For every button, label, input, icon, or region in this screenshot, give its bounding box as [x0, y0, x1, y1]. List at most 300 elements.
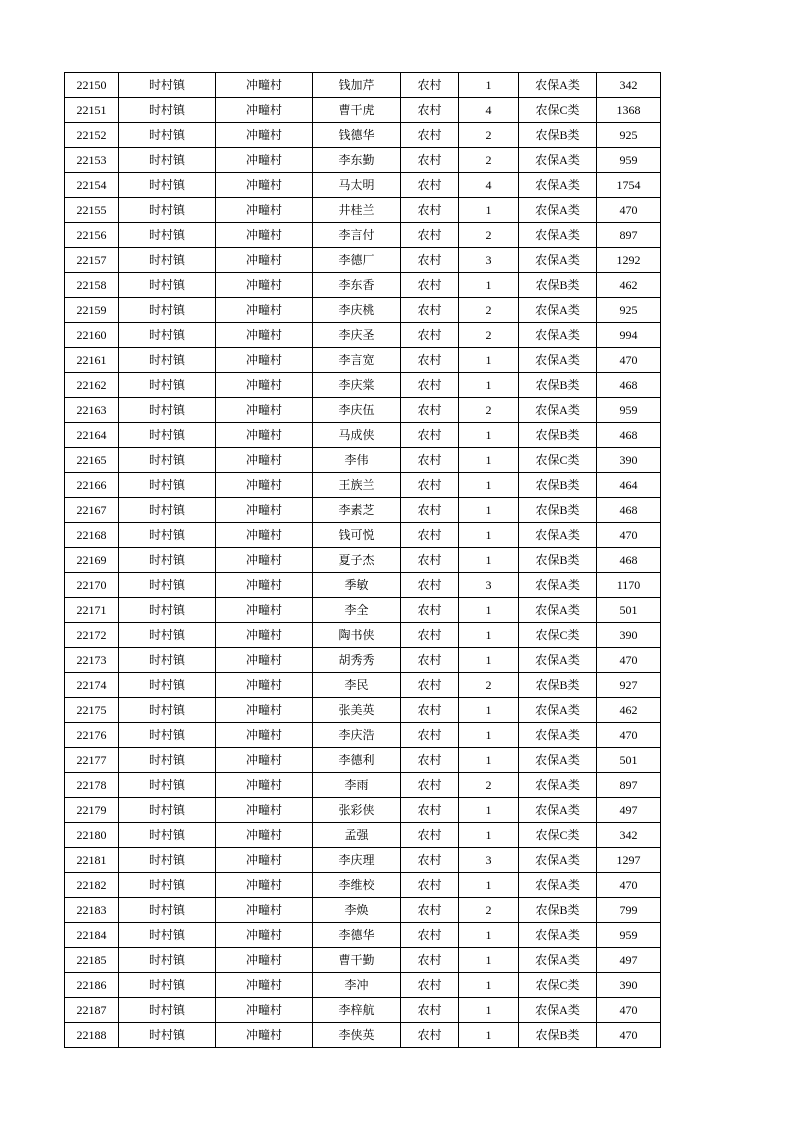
- cell-village: 冲疃村: [216, 948, 313, 973]
- cell-type: 农村: [401, 798, 459, 823]
- cell-amount: 342: [597, 73, 661, 98]
- cell-amount: 470: [597, 723, 661, 748]
- cell-id: 22172: [65, 623, 119, 648]
- cell-town: 时村镇: [119, 848, 216, 873]
- cell-category: 农保A类: [519, 323, 597, 348]
- cell-id: 22159: [65, 298, 119, 323]
- cell-id: 22176: [65, 723, 119, 748]
- table-row: [65, 723, 661, 748]
- table-row: [65, 423, 661, 448]
- cell-count: 2: [459, 673, 519, 698]
- cell-id: 22151: [65, 98, 119, 123]
- cell-id: 22180: [65, 823, 119, 848]
- cell-amount: 390: [597, 973, 661, 998]
- cell-name: 钱德华: [313, 123, 401, 148]
- cell-count: 2: [459, 773, 519, 798]
- cell-town: 时村镇: [119, 823, 216, 848]
- cell-type: 农村: [401, 473, 459, 498]
- cell-amount: 468: [597, 548, 661, 573]
- cell-count: 2: [459, 323, 519, 348]
- cell-id: 22158: [65, 273, 119, 298]
- cell-count: 1: [459, 523, 519, 548]
- cell-count: 1: [459, 598, 519, 623]
- table-row: [65, 998, 661, 1023]
- cell-id: 22153: [65, 148, 119, 173]
- cell-count: 2: [459, 223, 519, 248]
- cell-type: 农村: [401, 923, 459, 948]
- cell-category: 农保A类: [519, 398, 597, 423]
- cell-village: 冲疃村: [216, 248, 313, 273]
- cell-id: 22165: [65, 448, 119, 473]
- cell-category: 农保B类: [519, 898, 597, 923]
- cell-amount: 470: [597, 523, 661, 548]
- cell-town: 时村镇: [119, 523, 216, 548]
- cell-name: 李德厂: [313, 248, 401, 273]
- cell-name: 李维校: [313, 873, 401, 898]
- cell-name: 曹干勤: [313, 948, 401, 973]
- cell-category: 农保A类: [519, 998, 597, 1023]
- cell-type: 农村: [401, 773, 459, 798]
- cell-town: 时村镇: [119, 773, 216, 798]
- cell-amount: 501: [597, 748, 661, 773]
- cell-village: 冲疃村: [216, 448, 313, 473]
- cell-id: 22161: [65, 348, 119, 373]
- cell-id: 22164: [65, 423, 119, 448]
- cell-town: 时村镇: [119, 973, 216, 998]
- cell-name: 李雨: [313, 773, 401, 798]
- table-row: [65, 673, 661, 698]
- cell-category: 农保C类: [519, 973, 597, 998]
- cell-id: 22171: [65, 598, 119, 623]
- cell-category: 农保A类: [519, 198, 597, 223]
- cell-town: 时村镇: [119, 698, 216, 723]
- cell-type: 农村: [401, 673, 459, 698]
- cell-category: 农保A类: [519, 573, 597, 598]
- cell-count: 1: [459, 423, 519, 448]
- cell-category: 农保A类: [519, 648, 597, 673]
- cell-type: 农村: [401, 373, 459, 398]
- cell-name: 钱加芹: [313, 73, 401, 98]
- cell-name: 李庆伍: [313, 398, 401, 423]
- cell-category: 农保A类: [519, 173, 597, 198]
- cell-village: 冲疃村: [216, 323, 313, 348]
- cell-town: 时村镇: [119, 948, 216, 973]
- cell-amount: 468: [597, 373, 661, 398]
- cell-type: 农村: [401, 198, 459, 223]
- cell-town: 时村镇: [119, 473, 216, 498]
- cell-category: 农保A类: [519, 773, 597, 798]
- cell-type: 农村: [401, 73, 459, 98]
- cell-count: 1: [459, 198, 519, 223]
- table-row: [65, 348, 661, 373]
- cell-name: 李焕: [313, 898, 401, 923]
- cell-category: 农保A类: [519, 723, 597, 748]
- cell-id: 22150: [65, 73, 119, 98]
- cell-count: 4: [459, 98, 519, 123]
- cell-village: 冲疃村: [216, 148, 313, 173]
- cell-town: 时村镇: [119, 873, 216, 898]
- cell-category: 农保A类: [519, 148, 597, 173]
- table-body: [65, 73, 661, 1048]
- cell-count: 1: [459, 348, 519, 373]
- cell-type: 农村: [401, 548, 459, 573]
- cell-village: 冲疃村: [216, 773, 313, 798]
- cell-village: 冲疃村: [216, 723, 313, 748]
- cell-amount: 470: [597, 873, 661, 898]
- cell-village: 冲疃村: [216, 673, 313, 698]
- cell-category: 农保A类: [519, 948, 597, 973]
- cell-category: 农保A类: [519, 923, 597, 948]
- cell-town: 时村镇: [119, 673, 216, 698]
- cell-count: 3: [459, 573, 519, 598]
- cell-town: 时村镇: [119, 323, 216, 348]
- cell-type: 农村: [401, 848, 459, 873]
- cell-id: 22157: [65, 248, 119, 273]
- cell-name: 钱可悦: [313, 523, 401, 548]
- cell-category: 农保A类: [519, 598, 597, 623]
- cell-amount: 470: [597, 198, 661, 223]
- cell-type: 农村: [401, 648, 459, 673]
- cell-type: 农村: [401, 248, 459, 273]
- cell-category: 农保A类: [519, 798, 597, 823]
- table-row: [65, 923, 661, 948]
- cell-name: 李庆圣: [313, 323, 401, 348]
- cell-type: 农村: [401, 573, 459, 598]
- table-row: [65, 623, 661, 648]
- cell-count: 1: [459, 498, 519, 523]
- cell-count: 2: [459, 298, 519, 323]
- cell-village: 冲疃村: [216, 523, 313, 548]
- cell-id: 22183: [65, 898, 119, 923]
- cell-town: 时村镇: [119, 723, 216, 748]
- table-row: [65, 973, 661, 998]
- cell-village: 冲疃村: [216, 348, 313, 373]
- cell-type: 农村: [401, 723, 459, 748]
- cell-amount: 462: [597, 698, 661, 723]
- cell-village: 冲疃村: [216, 198, 313, 223]
- cell-count: 1: [459, 748, 519, 773]
- table-row: [65, 898, 661, 923]
- table-row: [65, 298, 661, 323]
- table-row: [65, 373, 661, 398]
- table-row: [65, 823, 661, 848]
- cell-town: 时村镇: [119, 348, 216, 373]
- cell-id: 22162: [65, 373, 119, 398]
- cell-town: 时村镇: [119, 373, 216, 398]
- cell-category: 农保A类: [519, 73, 597, 98]
- cell-id: 22156: [65, 223, 119, 248]
- cell-type: 农村: [401, 1023, 459, 1048]
- cell-amount: 468: [597, 423, 661, 448]
- cell-name: 李德利: [313, 748, 401, 773]
- cell-amount: 897: [597, 223, 661, 248]
- cell-category: 农保B类: [519, 473, 597, 498]
- cell-name: 李德华: [313, 923, 401, 948]
- cell-village: 冲疃村: [216, 548, 313, 573]
- cell-count: 1: [459, 473, 519, 498]
- cell-id: 22184: [65, 923, 119, 948]
- cell-name: 李侠英: [313, 1023, 401, 1048]
- cell-type: 农村: [401, 273, 459, 298]
- cell-name: 李素芝: [313, 498, 401, 523]
- cell-village: 冲疃村: [216, 923, 313, 948]
- cell-category: 农保C类: [519, 98, 597, 123]
- cell-name: 夏子杰: [313, 548, 401, 573]
- cell-type: 农村: [401, 698, 459, 723]
- cell-count: 4: [459, 173, 519, 198]
- cell-amount: 390: [597, 623, 661, 648]
- cell-town: 时村镇: [119, 898, 216, 923]
- cell-name: 李庆桃: [313, 298, 401, 323]
- cell-town: 时村镇: [119, 273, 216, 298]
- cell-name: 孟强: [313, 823, 401, 848]
- cell-village: 冲疃村: [216, 398, 313, 423]
- table-row: [65, 523, 661, 548]
- cell-type: 农村: [401, 323, 459, 348]
- cell-id: 22185: [65, 948, 119, 973]
- cell-village: 冲疃村: [216, 973, 313, 998]
- cell-count: 2: [459, 398, 519, 423]
- cell-town: 时村镇: [119, 798, 216, 823]
- cell-town: 时村镇: [119, 123, 216, 148]
- cell-count: 1: [459, 823, 519, 848]
- cell-name: 李庆浩: [313, 723, 401, 748]
- cell-type: 农村: [401, 898, 459, 923]
- cell-category: 农保A类: [519, 248, 597, 273]
- cell-count: 1: [459, 948, 519, 973]
- cell-name: 李民: [313, 673, 401, 698]
- cell-village: 冲疃村: [216, 998, 313, 1023]
- cell-amount: 470: [597, 998, 661, 1023]
- cell-town: 时村镇: [119, 298, 216, 323]
- cell-amount: 799: [597, 898, 661, 923]
- cell-type: 农村: [401, 623, 459, 648]
- cell-amount: 925: [597, 298, 661, 323]
- cell-count: 1: [459, 723, 519, 748]
- table-row: [65, 598, 661, 623]
- cell-count: 1: [459, 973, 519, 998]
- cell-count: 1: [459, 648, 519, 673]
- cell-category: 农保B类: [519, 373, 597, 398]
- table-row: [65, 573, 661, 598]
- cell-count: 2: [459, 123, 519, 148]
- cell-count: 1: [459, 548, 519, 573]
- cell-village: 冲疃村: [216, 898, 313, 923]
- table-row: [65, 798, 661, 823]
- cell-amount: 464: [597, 473, 661, 498]
- cell-id: 22163: [65, 398, 119, 423]
- table-row: [65, 198, 661, 223]
- cell-name: 李伟: [313, 448, 401, 473]
- cell-category: 农保A类: [519, 748, 597, 773]
- cell-amount: 497: [597, 798, 661, 823]
- cell-id: 22186: [65, 973, 119, 998]
- cell-village: 冲疃村: [216, 73, 313, 98]
- cell-town: 时村镇: [119, 448, 216, 473]
- table-row: [65, 273, 661, 298]
- cell-amount: 470: [597, 648, 661, 673]
- table-row: [65, 223, 661, 248]
- cell-type: 农村: [401, 823, 459, 848]
- cell-town: 时村镇: [119, 748, 216, 773]
- cell-amount: 1292: [597, 248, 661, 273]
- table-row: [65, 548, 661, 573]
- cell-name: 李庆棠: [313, 373, 401, 398]
- cell-name: 曹干虎: [313, 98, 401, 123]
- cell-category: 农保B类: [519, 498, 597, 523]
- cell-village: 冲疃村: [216, 873, 313, 898]
- cell-village: 冲疃村: [216, 848, 313, 873]
- cell-count: 2: [459, 898, 519, 923]
- cell-category: 农保B类: [519, 548, 597, 573]
- cell-amount: 927: [597, 673, 661, 698]
- cell-id: 22152: [65, 123, 119, 148]
- cell-amount: 959: [597, 398, 661, 423]
- cell-count: 1: [459, 873, 519, 898]
- cell-type: 农村: [401, 423, 459, 448]
- cell-town: 时村镇: [119, 223, 216, 248]
- table-row: [65, 473, 661, 498]
- cell-name: 李冲: [313, 973, 401, 998]
- cell-town: 时村镇: [119, 998, 216, 1023]
- cell-type: 农村: [401, 498, 459, 523]
- cell-count: 2: [459, 148, 519, 173]
- cell-type: 农村: [401, 998, 459, 1023]
- cell-type: 农村: [401, 123, 459, 148]
- cell-type: 农村: [401, 398, 459, 423]
- cell-name: 李东香: [313, 273, 401, 298]
- table-row: [65, 73, 661, 98]
- cell-name: 季敏: [313, 573, 401, 598]
- cell-name: 王族兰: [313, 473, 401, 498]
- cell-category: 农保A类: [519, 223, 597, 248]
- cell-amount: 462: [597, 273, 661, 298]
- cell-count: 3: [459, 248, 519, 273]
- cell-category: 农保A类: [519, 698, 597, 723]
- cell-type: 农村: [401, 598, 459, 623]
- cell-amount: 501: [597, 598, 661, 623]
- cell-amount: 342: [597, 823, 661, 848]
- table-row: [65, 748, 661, 773]
- cell-type: 农村: [401, 98, 459, 123]
- cell-town: 时村镇: [119, 198, 216, 223]
- cell-id: 22181: [65, 848, 119, 873]
- cell-town: 时村镇: [119, 98, 216, 123]
- cell-village: 冲疃村: [216, 623, 313, 648]
- cell-name: 李东勤: [313, 148, 401, 173]
- cell-count: 1: [459, 923, 519, 948]
- cell-category: 农保C类: [519, 823, 597, 848]
- cell-village: 冲疃村: [216, 498, 313, 523]
- cell-village: 冲疃村: [216, 573, 313, 598]
- cell-id: 22169: [65, 548, 119, 573]
- cell-town: 时村镇: [119, 623, 216, 648]
- table-row: [65, 448, 661, 473]
- cell-village: 冲疃村: [216, 298, 313, 323]
- cell-id: 22170: [65, 573, 119, 598]
- cell-type: 农村: [401, 873, 459, 898]
- cell-type: 农村: [401, 223, 459, 248]
- cell-village: 冲疃村: [216, 98, 313, 123]
- cell-category: 农保B类: [519, 1023, 597, 1048]
- cell-village: 冲疃村: [216, 173, 313, 198]
- records-table: [64, 72, 661, 1048]
- table-row: [65, 1023, 661, 1048]
- cell-count: 1: [459, 998, 519, 1023]
- cell-amount: 468: [597, 498, 661, 523]
- cell-id: 22155: [65, 198, 119, 223]
- cell-town: 时村镇: [119, 598, 216, 623]
- cell-id: 22166: [65, 473, 119, 498]
- cell-id: 22188: [65, 1023, 119, 1048]
- cell-category: 农保A类: [519, 298, 597, 323]
- table-row: [65, 848, 661, 873]
- cell-count: 1: [459, 623, 519, 648]
- cell-id: 22160: [65, 323, 119, 348]
- table-row: [65, 773, 661, 798]
- cell-id: 22167: [65, 498, 119, 523]
- table-row: [65, 323, 661, 348]
- table-row: [65, 498, 661, 523]
- cell-village: 冲疃村: [216, 273, 313, 298]
- cell-id: 22178: [65, 773, 119, 798]
- cell-name: 张彩侠: [313, 798, 401, 823]
- cell-village: 冲疃村: [216, 473, 313, 498]
- cell-town: 时村镇: [119, 548, 216, 573]
- cell-category: 农保C类: [519, 623, 597, 648]
- cell-village: 冲疃村: [216, 373, 313, 398]
- cell-amount: 897: [597, 773, 661, 798]
- cell-town: 时村镇: [119, 398, 216, 423]
- table-row: [65, 173, 661, 198]
- cell-amount: 1368: [597, 98, 661, 123]
- cell-count: 1: [459, 273, 519, 298]
- cell-town: 时村镇: [119, 573, 216, 598]
- cell-village: 冲疃村: [216, 598, 313, 623]
- cell-amount: 959: [597, 148, 661, 173]
- cell-type: 农村: [401, 748, 459, 773]
- cell-amount: 1297: [597, 848, 661, 873]
- cell-id: 22177: [65, 748, 119, 773]
- cell-village: 冲疃村: [216, 423, 313, 448]
- cell-name: 李梓航: [313, 998, 401, 1023]
- table-row: [65, 98, 661, 123]
- cell-category: 农保A类: [519, 848, 597, 873]
- cell-count: 3: [459, 848, 519, 873]
- table-row: [65, 123, 661, 148]
- cell-amount: 994: [597, 323, 661, 348]
- cell-name: 张美英: [313, 698, 401, 723]
- cell-amount: 1754: [597, 173, 661, 198]
- table-row: [65, 873, 661, 898]
- cell-town: 时村镇: [119, 498, 216, 523]
- cell-id: 22174: [65, 673, 119, 698]
- cell-town: 时村镇: [119, 173, 216, 198]
- cell-count: 1: [459, 73, 519, 98]
- table-row: [65, 248, 661, 273]
- cell-town: 时村镇: [119, 423, 216, 448]
- cell-town: 时村镇: [119, 923, 216, 948]
- cell-category: 农保B类: [519, 273, 597, 298]
- cell-village: 冲疃村: [216, 123, 313, 148]
- cell-category: 农保B类: [519, 423, 597, 448]
- cell-id: 22187: [65, 998, 119, 1023]
- cell-name: 李言付: [313, 223, 401, 248]
- cell-town: 时村镇: [119, 648, 216, 673]
- cell-village: 冲疃村: [216, 823, 313, 848]
- cell-name: 井桂兰: [313, 198, 401, 223]
- cell-count: 1: [459, 448, 519, 473]
